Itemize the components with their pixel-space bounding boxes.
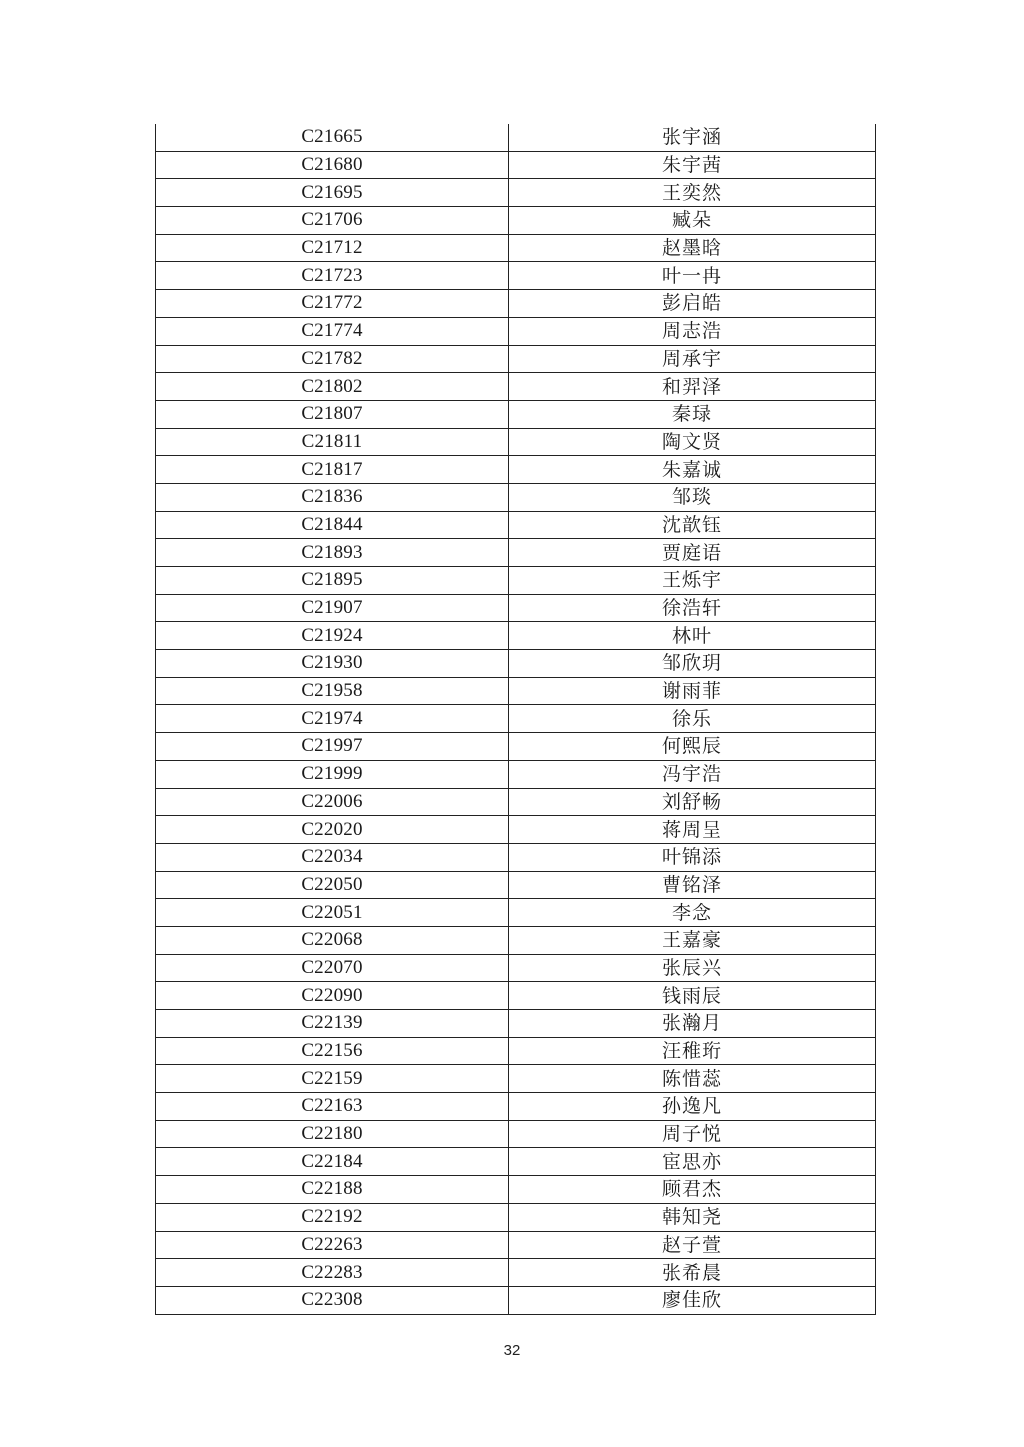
student-name-cell: 臧朵 (509, 207, 876, 235)
table-row (156, 456, 876, 484)
student-name-cell: 周志浩 (509, 317, 876, 345)
student-id-cell: C21974 (156, 705, 509, 733)
student-name-cell: 和羿泽 (509, 373, 876, 401)
student-id-cell: C21680 (156, 151, 509, 179)
student-id-cell: C21836 (156, 483, 509, 511)
table-row (156, 760, 876, 788)
table-row (156, 788, 876, 816)
table-row (156, 954, 876, 982)
table-row (156, 733, 876, 761)
table-row (156, 1037, 876, 1065)
table-row (156, 1065, 876, 1093)
student-name-cell: 朱宇茜 (509, 151, 876, 179)
student-id-cell: C22139 (156, 1010, 509, 1038)
student-id-cell: C21895 (156, 567, 509, 595)
table-row (156, 290, 876, 318)
student-name-cell: 周承宇 (509, 345, 876, 373)
student-name-cell: 谢雨菲 (509, 677, 876, 705)
student-id-cell: C22184 (156, 1148, 509, 1176)
student-name-cell: 沈歆钰 (509, 511, 876, 539)
table-row (156, 871, 876, 899)
table-row (156, 373, 876, 401)
student-id-cell: C22050 (156, 871, 509, 899)
table-row (156, 317, 876, 345)
table-row (156, 207, 876, 235)
table-row (156, 816, 876, 844)
table-row (156, 705, 876, 733)
student-id-cell: C21772 (156, 290, 509, 318)
table-row (156, 511, 876, 539)
table-row (156, 1231, 876, 1259)
student-id-cell: C22156 (156, 1037, 509, 1065)
roster-table-body (156, 124, 876, 1314)
table-row (156, 345, 876, 373)
student-id-cell: C21807 (156, 400, 509, 428)
table-row (156, 594, 876, 622)
student-name-cell: 钱雨辰 (509, 982, 876, 1010)
table-row (156, 1093, 876, 1121)
student-id-cell: C22263 (156, 1231, 509, 1259)
student-name-cell: 赵子萱 (509, 1231, 876, 1259)
table-row (156, 400, 876, 428)
student-id-cell: C21695 (156, 179, 509, 207)
table-row (156, 124, 876, 151)
student-name-cell: 邹琰 (509, 483, 876, 511)
table-row (156, 1148, 876, 1176)
student-id-cell: C22283 (156, 1259, 509, 1287)
student-name-cell: 蒋周呈 (509, 816, 876, 844)
table-row (156, 151, 876, 179)
student-id-cell: C21844 (156, 511, 509, 539)
student-name-cell: 何熙辰 (509, 733, 876, 761)
student-name-cell: 徐乐 (509, 705, 876, 733)
student-name-cell: 陶文贤 (509, 428, 876, 456)
student-name-cell: 张希晨 (509, 1259, 876, 1287)
student-name-cell: 张瀚月 (509, 1010, 876, 1038)
student-id-cell: C22020 (156, 816, 509, 844)
student-id-cell: C21782 (156, 345, 509, 373)
student-id-cell: C22188 (156, 1176, 509, 1204)
table-row (156, 1286, 876, 1314)
student-name-cell: 赵墨晗 (509, 234, 876, 262)
table-row (156, 234, 876, 262)
table-row (156, 677, 876, 705)
table-row (156, 1010, 876, 1038)
table-row (156, 567, 876, 595)
student-name-cell: 贾庭语 (509, 539, 876, 567)
student-name-cell: 顾君杰 (509, 1176, 876, 1204)
student-name-cell: 廖佳欣 (509, 1286, 876, 1314)
student-id-cell: C21997 (156, 733, 509, 761)
student-id-cell: C21811 (156, 428, 509, 456)
student-id-cell: C21774 (156, 317, 509, 345)
page-number: 32 (503, 1342, 521, 1359)
student-name-cell: 朱嘉诚 (509, 456, 876, 484)
student-name-cell: 韩知尧 (509, 1203, 876, 1231)
table-row (156, 982, 876, 1010)
student-name-cell: 宦思亦 (509, 1148, 876, 1176)
student-id-cell: C22068 (156, 926, 509, 954)
student-name-cell: 林叶 (509, 622, 876, 650)
student-id-cell: C22006 (156, 788, 509, 816)
student-id-cell: C22051 (156, 899, 509, 927)
roster-table (155, 124, 876, 1315)
table-row (156, 179, 876, 207)
table-row (156, 539, 876, 567)
student-id-cell: C22070 (156, 954, 509, 982)
table-row (156, 622, 876, 650)
student-name-cell: 叶锦添 (509, 843, 876, 871)
student-id-cell: C21712 (156, 234, 509, 262)
table-row (156, 1259, 876, 1287)
table-row (156, 262, 876, 290)
student-name-cell: 张辰兴 (509, 954, 876, 982)
table-row (156, 926, 876, 954)
student-name-cell: 张宇涵 (509, 124, 876, 151)
student-id-cell: C22034 (156, 843, 509, 871)
student-id-cell: C22090 (156, 982, 509, 1010)
student-id-cell: C22163 (156, 1093, 509, 1121)
student-id-cell: C21706 (156, 207, 509, 235)
table-row (156, 428, 876, 456)
student-name-cell: 徐浩轩 (509, 594, 876, 622)
student-id-cell: C21924 (156, 622, 509, 650)
student-id-cell: C22308 (156, 1286, 509, 1314)
student-name-cell: 王烁宇 (509, 567, 876, 595)
table-row (156, 1176, 876, 1204)
student-name-cell: 汪稚珩 (509, 1037, 876, 1065)
student-id-cell: C22192 (156, 1203, 509, 1231)
student-name-cell: 曹铭泽 (509, 871, 876, 899)
student-name-cell: 李念 (509, 899, 876, 927)
student-name-cell: 邹欣玥 (509, 650, 876, 678)
table-row (156, 1203, 876, 1231)
student-id-cell: C22180 (156, 1120, 509, 1148)
student-name-cell: 彭启皓 (509, 290, 876, 318)
table-row (156, 1120, 876, 1148)
student-id-cell: C21893 (156, 539, 509, 567)
student-name-cell: 王嘉豪 (509, 926, 876, 954)
student-name-cell: 陈惜蕊 (509, 1065, 876, 1093)
student-id-cell: C21999 (156, 760, 509, 788)
student-name-cell: 王奕然 (509, 179, 876, 207)
table-row (156, 650, 876, 678)
student-name-cell: 秦琭 (509, 400, 876, 428)
table-row (156, 843, 876, 871)
student-id-cell: C21958 (156, 677, 509, 705)
student-id-cell: C21723 (156, 262, 509, 290)
student-name-cell: 刘舒畅 (509, 788, 876, 816)
table-row (156, 899, 876, 927)
student-id-cell: C21802 (156, 373, 509, 401)
student-id-cell: C21907 (156, 594, 509, 622)
student-id-cell: C21930 (156, 650, 509, 678)
student-id-cell: C21665 (156, 124, 509, 151)
student-name-cell: 孙逸凡 (509, 1093, 876, 1121)
student-id-cell: C22159 (156, 1065, 509, 1093)
student-name-cell: 叶一冉 (509, 262, 876, 290)
student-id-cell: C21817 (156, 456, 509, 484)
student-name-cell: 周子悦 (509, 1120, 876, 1148)
table-row (156, 483, 876, 511)
student-name-cell: 冯宇浩 (509, 760, 876, 788)
